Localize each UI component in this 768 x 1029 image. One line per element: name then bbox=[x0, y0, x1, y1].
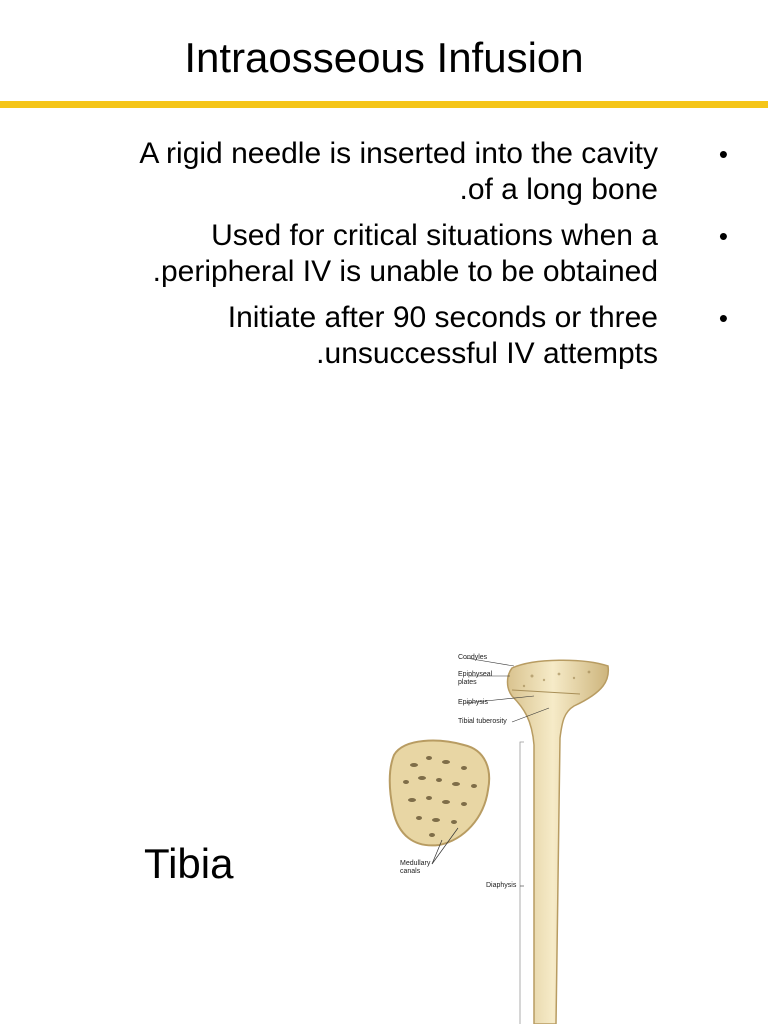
bullet-line: Used for critical situations when a bbox=[211, 219, 658, 252]
bullet-item bbox=[40, 136, 730, 208]
label-condyles: Condyles bbox=[458, 654, 488, 661]
bullet-line: .unsuccessful IV attempts bbox=[316, 337, 658, 370]
slide-title: Intraosseous Infusion bbox=[184, 34, 584, 81]
bullet-line: A rigid needle is inserted into the cavity bbox=[139, 137, 658, 170]
tibia-bone-shape bbox=[508, 660, 609, 1024]
bullet-dot-icon: • bbox=[718, 139, 728, 169]
label-plates: plates bbox=[458, 679, 477, 686]
bullet-dot-icon: • bbox=[718, 221, 728, 251]
bullet-item bbox=[40, 300, 730, 372]
figure-caption: Tibia bbox=[144, 840, 234, 887]
label-diaphysis: Diaphysis bbox=[486, 882, 517, 889]
cross-section-illustration bbox=[390, 741, 489, 864]
bullet-list bbox=[40, 136, 730, 382]
bullet-dot-icon: • bbox=[718, 303, 728, 333]
label-medullary: Medullary bbox=[400, 860, 431, 867]
bullet-line: .peripheral IV is unable to be obtained bbox=[152, 255, 658, 288]
bullet-line: Initiate after 90 seconds or three bbox=[227, 301, 658, 334]
tibia-bone-image bbox=[384, 650, 624, 1024]
tibia-illustration bbox=[384, 650, 624, 1024]
label-epiphyseal: Epiphyseal bbox=[458, 671, 493, 678]
label-tibial-tuberosity: Tibial tuberosity bbox=[458, 718, 507, 725]
title-divider bbox=[0, 101, 768, 108]
label-epiphysis: Epiphysis bbox=[458, 699, 488, 706]
label-canals: canals bbox=[400, 868, 421, 875]
bullet-item bbox=[40, 218, 730, 290]
bullet-line: .of a long bone bbox=[459, 173, 658, 206]
